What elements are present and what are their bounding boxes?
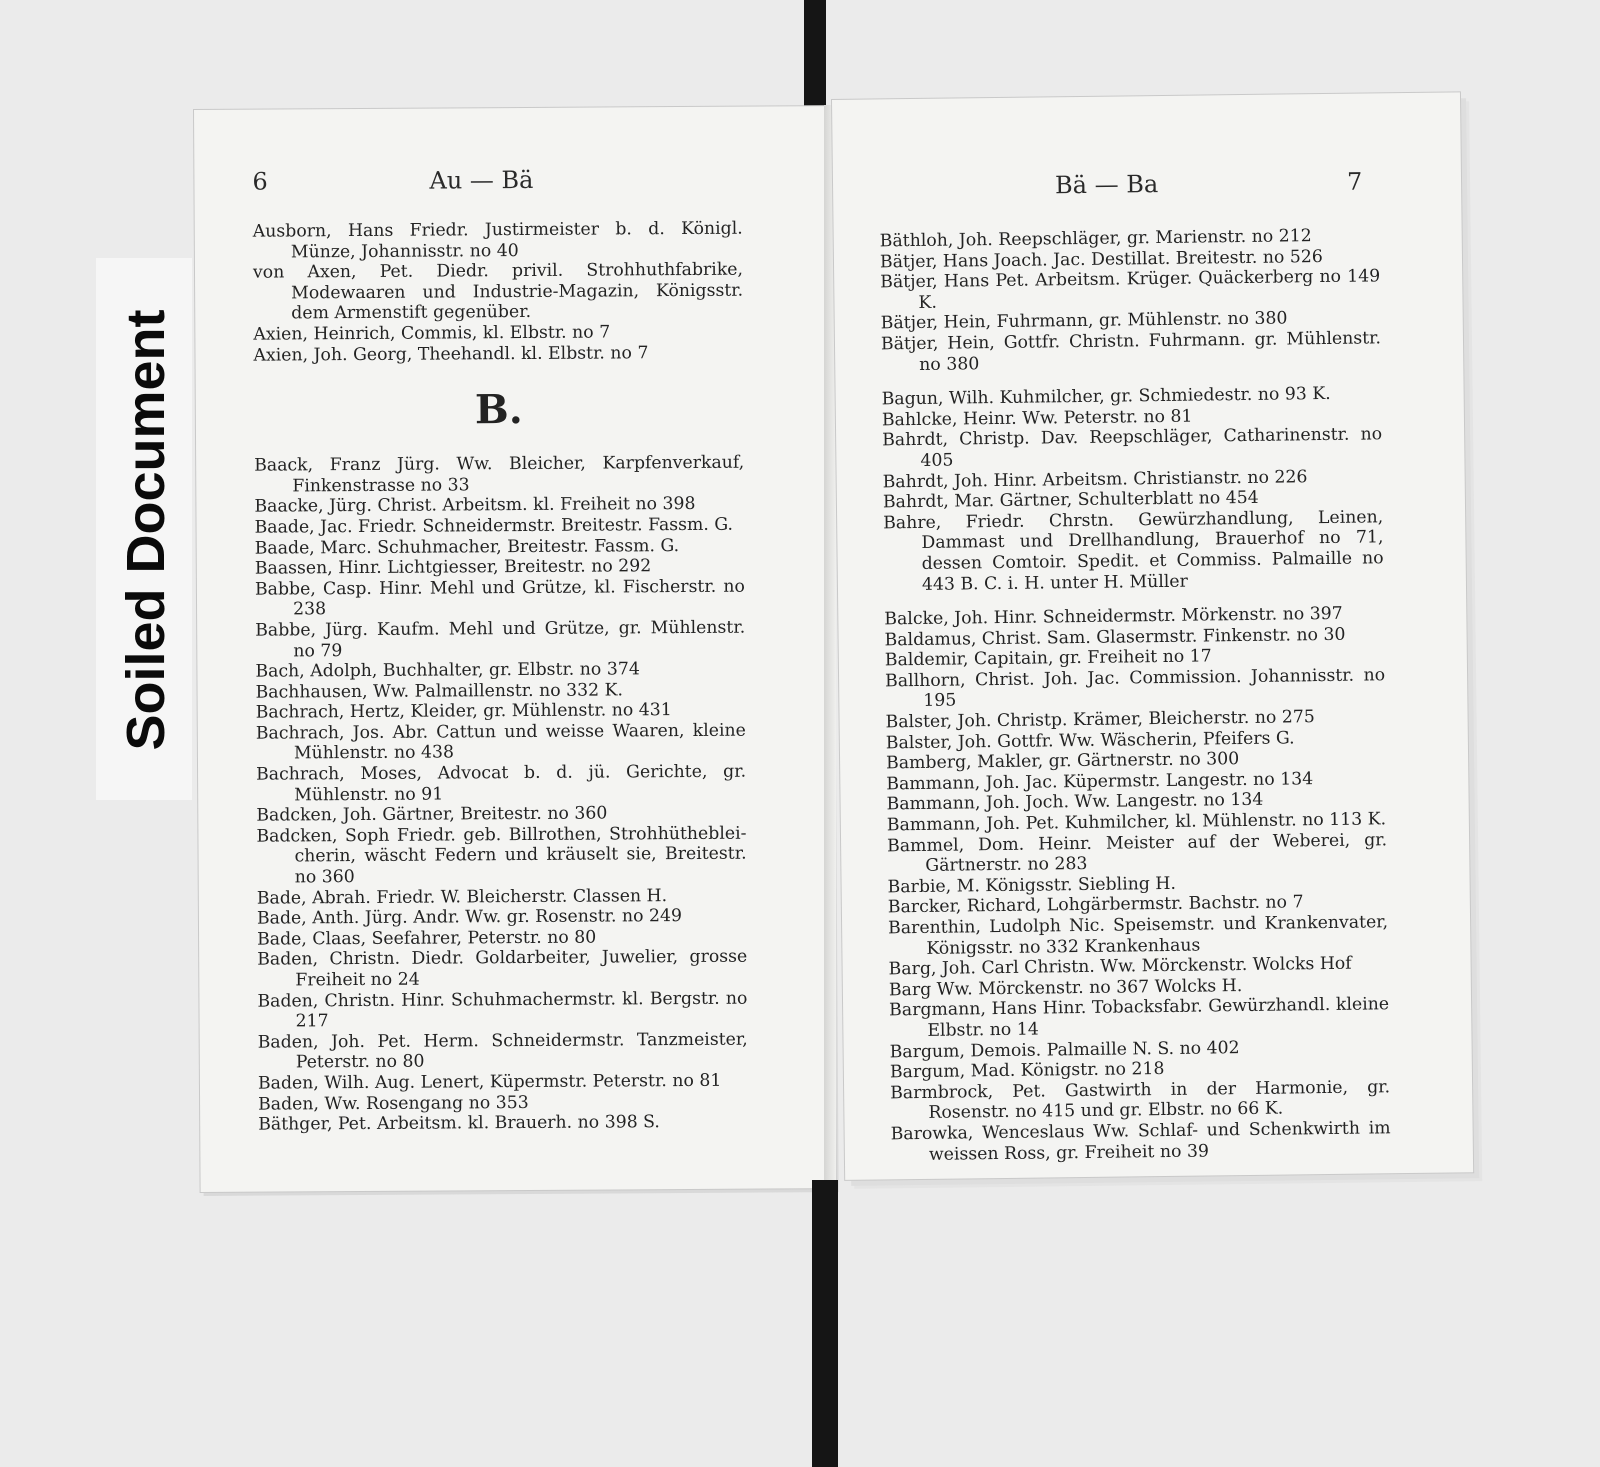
directory-entry: Barbie, M. Königsstr. Siebling H. <box>887 873 1177 898</box>
directory-entry: Bachrach, Moses, Advocat b. d. jü. Gerichte, gr. Mühlenstr. no 91 <box>256 761 747 806</box>
directory-entry: Baden, Joh. Pet. Herm. Schneidermstr. Tanzmeister, Peterstr. no 80 <box>257 1029 748 1073</box>
directory-entry: Bargmann, Hans Hinr. Tobacksfabr. Gewürzhandl. kleine Elbstr. no 14 <box>889 994 1390 1041</box>
directory-entry: Bach, Adolph, Buchhalter, gr. Elbstr. no 374 <box>255 659 640 682</box>
directory-entry: Bahrdt, Mar. Gärtner, Schulterblatt no 454 <box>882 487 1259 513</box>
directory-entry: Baade, Marc. Schuhmacher, Breitestr. Fassm. G. <box>254 535 680 559</box>
right-entries-group-2 <box>882 383 1384 595</box>
directory-entry: Badcken, Joh. Gärtner, Breitestr. no 360 <box>256 803 608 826</box>
directory-entry: Barg Ww. Mörckenstr. no 367 Wolcks H. <box>888 975 1243 1001</box>
directory-entry: Axien, Joh. Georg, Theehandl. kl. Elbstr. no 7 <box>253 342 649 366</box>
directory-entry: von Axen, Pet. Diedr. privil. Strohhuthfabrike, Modewaaren und Industrie-Magazin, Königsstr. dem Armenstift gegenüber. <box>252 259 744 324</box>
directory-entry: Bade, Claas, Seefahrer, Peterstr. no 80 <box>257 927 597 950</box>
directory-entry: Bade, Anth. Jürg. Andr. Ww. gr. Rosenstr. no 249 <box>256 906 683 929</box>
directory-entry: Bargum, Mad. Königstr. no 218 <box>889 1059 1165 1083</box>
directory-entry: Baade, Jac. Friedr. Schneidermstr. Breitestr. Fassm. G. <box>254 514 734 538</box>
directory-entry: Bachhausen, Ww. Palmaillenstr. no 332 K. <box>255 680 624 703</box>
directory-entry: Axien, Heinrich, Commis, kl. Elbstr. no 7 <box>253 322 611 345</box>
directory-entry: Ausborn, Hans Friedr. Justirmeister b. d. Königl. Münze, Johannisstr. no 40 <box>252 218 743 263</box>
left-entries <box>253 219 749 1136</box>
directory-entry: Balcke, Joh. Hinr. Schneidermstr. Mörkenstr. no 397 <box>884 603 1343 630</box>
directory-entry: Baden, Ww. Rosengang no 353 <box>258 1092 529 1115</box>
soiled-document-label: Soiled Document <box>116 309 176 751</box>
directory-entry: Baldamus, Christ. Sam. Glasermstr. Finkenstr. no 30 <box>884 624 1346 651</box>
directory-entry: Bammann, Joh. Pet. Kuhmilcher, kl. Mühlenstr. no 113 K. <box>886 809 1387 836</box>
directory-entry: Barowka, Wenceslaus Ww. Schlaf- und Schenkwirth im weissen Ross, gr. Freiheit no 39 <box>890 1118 1391 1165</box>
directory-entry: Bäthloh, Joh. Reepschläger, gr. Marienstr. no 212 <box>879 226 1312 252</box>
directory-entry: Bachrach, Hertz, Kleider, gr. Mühlenstr. no 431 <box>255 700 672 723</box>
right-entries <box>880 225 1391 1165</box>
directory-entry: Baacke, Jürg. Christ. Arbeitsm. kl. Freiheit no 398 <box>254 494 696 517</box>
directory-entry: Baassen, Hinr. Lichtgiesser, Breitestr. no 292 <box>254 556 652 579</box>
directory-entry: Bade, Abrah. Friedr. W. Bleicherstr. Classen H. <box>256 885 668 909</box>
left-page <box>194 106 836 1192</box>
right-entries-group-1 <box>880 225 1382 375</box>
directory-entry: Bahlcke, Heinr. Ww. Peterstr. no 81 <box>881 406 1193 431</box>
directory-entry: Barenthin, Ludolph Nic. Speisemstr. und Krankenvater, Königsstr. no 332 Krankenhaus <box>888 912 1389 959</box>
directory-entry: Badcken, Soph Friedr. geb. Billrothen, Strohhütheblei-cherin, wäscht Federn und kräuselt sie, Breitestr. no 360 <box>256 823 747 888</box>
right-running-head: Bä — Ba <box>1054 170 1159 200</box>
directory-entry: Bahrdt, Christp. Dav. Reepschläger, Catharinenstr. no 405 <box>882 424 1383 471</box>
directory-entry: Baack, Franz Jürg. Ww. Bleicher, Karpfenverkauf, Finkenstrasse no 33 <box>254 452 745 497</box>
directory-entry: Bahre, Friedr. Chrstn. Gewürzhandlung, Leinen, Dammast und Drellhandlung, Brauerhof no 71, dessen Comtoir. Spedit. et Commiss. Palmaille no 443 B. C. i. H. unter H. Müller <box>883 507 1384 595</box>
directory-entry: Bamberg, Makler, gr. Gärtnerstr. no 300 <box>885 749 1240 774</box>
directory-entry: Bätjer, Hans Pet. Arbeitsm. Krüger. Quäckerberg no 149 K. <box>880 266 1381 313</box>
section-letter: B. <box>474 386 523 434</box>
directory-entry: Baden, Christn. Hinr. Schuhmachermstr. kl. Bergstr. no 217 <box>257 988 748 1032</box>
directory-entry: Bagun, Wilh. Kuhmilcher, gr. Schmiedestr. no 93 K. <box>881 384 1331 410</box>
right-page <box>832 92 1473 1180</box>
directory-entry: Bätjer, Hans Joach. Jac. Destillat. Breitestr. no 526 <box>879 246 1323 273</box>
directory-entry: Bammel, Dom. Heinr. Meister auf der Weberei, gr. Gärtnerstr. no 283 <box>886 829 1388 877</box>
directory-entry: Ballhorn, Christ. Joh. Jac. Commission. Johannisstr. no 195 <box>884 665 1386 712</box>
directory-entry: Babbe, Casp. Hinr. Mehl und Grütze, kl. Fischerstr. no 238 <box>254 576 745 620</box>
directory-entry: Bammann, Joh. Joch. Ww. Langestr. no 134 <box>886 790 1264 815</box>
directory-entry: Bargum, Demois. Palmaille N. S. no 402 <box>889 1037 1240 1062</box>
directory-entry: Bahrdt, Joh. Hinr. Arbeitsm. Christianstr. no 226 <box>882 466 1308 492</box>
left-entries-before <box>253 219 744 366</box>
directory-entry: Baden, Christn. Diedr. Goldarbeiter, Juwelier, grosse Freiheit no 24 <box>257 947 748 991</box>
directory-entry: Baden, Wilh. Aug. Lenert, Küpermstr. Peterstr. no 81 <box>257 1070 722 1094</box>
directory-entry: Bätjer, Hein, Gottfr. Christn. Fuhrmann. gr. Mühlenstr. no 380 <box>880 328 1382 375</box>
directory-entry: Balster, Joh. Gottfr. Ww. Wäscherin, Pfeifers G. <box>885 728 1295 754</box>
directory-entry: Bachrach, Jos. Abr. Cattun und weisse Waaren, kleine Mühlenstr. no 438 <box>255 720 746 764</box>
directory-entry: Bäthger, Pet. Arbeitsm. kl. Brauerh. no 398 S. <box>258 1112 660 1135</box>
directory-entry: Babbe, Jürg. Kaufm. Mehl und Grütze, gr. Mühlenstr. no 79 <box>255 617 746 661</box>
directory-entry: Balster, Joh. Christp. Krämer, Bleicherstr. no 275 <box>885 707 1315 733</box>
directory-entry: Barcker, Richard, Lohgärbermstr. Bachstr. no 7 <box>887 892 1304 918</box>
left-entries-after <box>254 453 748 1136</box>
directory-entry: Bätjer, Hein, Fuhrmann, gr. Mühlenstr. no 380 <box>880 308 1288 334</box>
directory-entry: Barmbrock, Pet. Gastwirth in der Harmonie, gr. Rosenstr. no 415 und gr. Elbstr. no 66 K. <box>890 1077 1391 1124</box>
bookmark-ribbon-bottom <box>812 1180 838 1467</box>
left-running-head: Au — Bä <box>429 165 534 195</box>
left-page-number: 6 <box>252 167 268 196</box>
directory-entry: Baldemir, Capitain, gr. Freiheit no 17 <box>884 646 1212 671</box>
right-entries-group-3 <box>884 603 1391 1165</box>
directory-entry: Bammann, Joh. Jac. Küpermstr. Langestr. no 134 <box>886 769 1314 795</box>
directory-entry: Barg, Joh. Carl Christn. Ww. Mörckenstr. Wolcks Hof <box>888 953 1352 980</box>
right-page-number: 7 <box>1346 167 1363 196</box>
